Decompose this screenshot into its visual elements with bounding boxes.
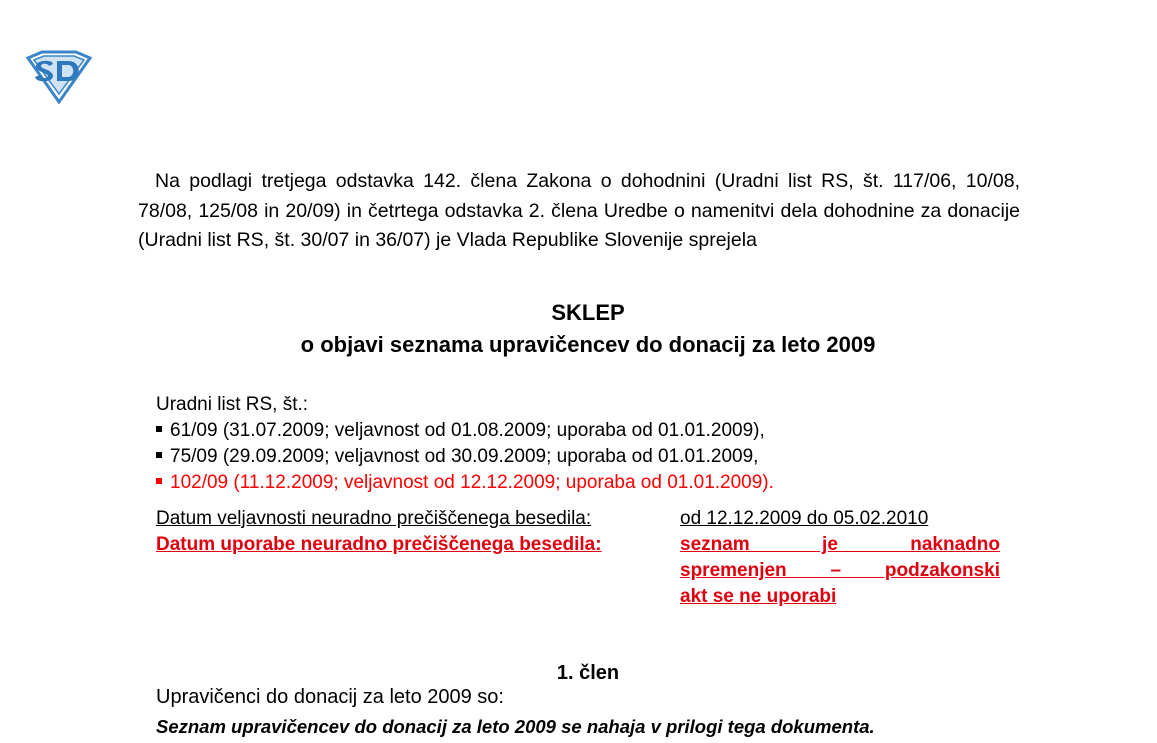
validity-date-label: Datum veljavnosti neuradno prečiščenega besedila: [156,508,592,529]
validity-date-value: od 12.12.2009 do 05.02.2010 [680,508,929,529]
gazette-item-text: 75/09 (29.09.2009; veljavnost od 30.09.2009; uporaba od 01.01.2009, [170,446,759,467]
application-date-value-line: seznam je naknadno [680,534,1000,555]
gazette-item [156,444,774,470]
intro-paragraph: Na podlagi tretjega odstavka 142. člena Zakona o dohodnini (Uradni list RS, št. 117/06, 10/08, 78/08, 125/08 in 20/09) in četrtega odstavka 2. člena Uredbe o namenitvi dela dohodnine za donacije (Uradni list RS, št. 30/07 in 36/07) je Vlada Republike Slovenije sprejela [138,170,1020,251]
document-subtitle: o objavi seznama upravičencev do donacij za leto 2009 [300,332,876,357]
bullet-icon [156,426,162,432]
document-title: SKLEP [551,300,625,325]
gazette-item-text: 102/09 (11.12.2009; veljavnost od 12.12.2009; uporaba od 01.01.2009). [170,472,774,493]
gazette-item [156,418,774,444]
gazette-item-text: 61/09 (31.07.2009; veljavnost od 01.08.2009; uporaba od 01.01.2009), [170,420,765,441]
application-date-label: Datum uporabe neuradno prečiščenega besedila: [156,534,602,555]
gazette-label: Uradni list RS, št.: [156,394,309,415]
validity-date-row [156,506,1016,532]
article-note: Seznam upravičencev do donacij za leto 2009 se nahaja v prilogi tega dokumenta. [156,716,875,737]
application-date-value [680,532,1000,610]
bullet-icon [156,478,162,484]
consolidation-dates [156,506,1016,607]
gazette-item-highlighted [156,470,774,496]
gazette-references [156,392,774,496]
bullet-icon [156,452,162,458]
sd-shield-logo-icon [22,50,96,104]
application-date-value-line: spremenjen – podzakonski [680,560,1000,581]
article-text: Upravičenci do donacij za leto 2009 so: [156,686,504,708]
application-date-value-line: akt se ne uporabi [680,586,837,607]
article-heading: 1. člen [556,662,620,684]
